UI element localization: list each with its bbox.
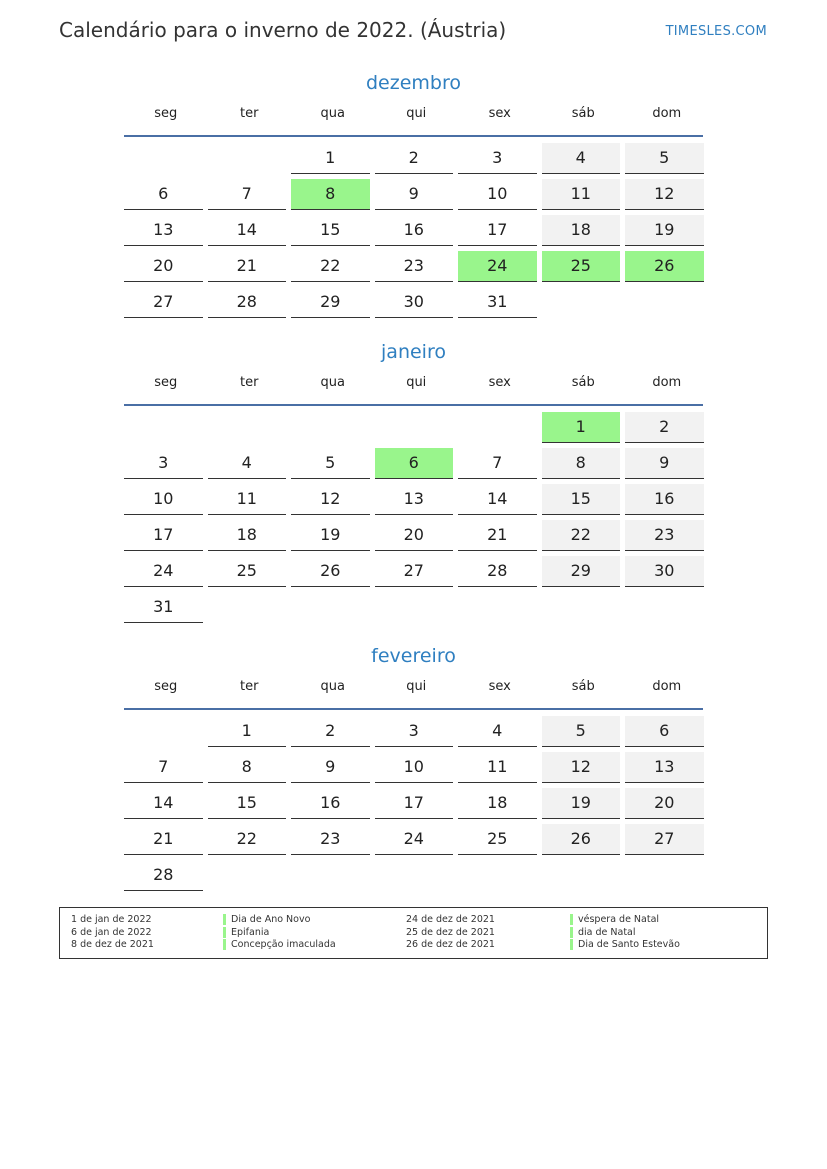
weekday-label: sex xyxy=(488,375,511,390)
day-cell: 30 xyxy=(375,285,459,321)
empty-cell xyxy=(124,410,208,446)
day-cell: 13 xyxy=(375,482,459,518)
day-cell: 14 xyxy=(458,482,542,518)
weekday-label: dom xyxy=(652,679,682,694)
day-cell: 14 xyxy=(208,213,292,249)
month-block-dezembro xyxy=(124,70,703,321)
holiday-day-cell: 6 xyxy=(375,446,459,482)
holiday-day-cell: 8 xyxy=(291,177,375,213)
day-cell: 6 xyxy=(625,714,709,750)
empty-cell xyxy=(208,410,292,446)
day-cell: 23 xyxy=(291,822,375,858)
day-cell: 25 xyxy=(458,822,542,858)
weekday-label: seg xyxy=(154,106,178,121)
day-cell: 2 xyxy=(375,141,459,177)
day-cell: 21 xyxy=(208,249,292,285)
legend-holiday-name: Dia de Santo Estevão xyxy=(578,939,680,950)
weekday-label: seg xyxy=(154,679,178,694)
month-block-janeiro xyxy=(124,339,703,626)
day-cell: 9 xyxy=(625,446,709,482)
day-cell: 28 xyxy=(458,554,542,590)
empty-cell xyxy=(375,410,459,446)
day-cell: 15 xyxy=(291,213,375,249)
day-cell: 1 xyxy=(291,141,375,177)
day-cell: 16 xyxy=(625,482,709,518)
day-cell: 28 xyxy=(208,285,292,321)
day-cell: 31 xyxy=(458,285,542,321)
day-cell: 23 xyxy=(375,249,459,285)
day-cell: 16 xyxy=(291,786,375,822)
day-cell: 3 xyxy=(458,141,542,177)
day-grid xyxy=(124,714,703,894)
weekday-label: seg xyxy=(154,375,178,390)
legend-date: 8 de dez de 2021 xyxy=(71,939,154,950)
day-cell: 24 xyxy=(124,554,208,590)
day-cell: 4 xyxy=(458,714,542,750)
day-cell: 26 xyxy=(542,822,626,858)
legend-holiday-name: dia de Natal xyxy=(578,926,636,938)
weekday-header xyxy=(124,678,703,710)
legend-names-col-2 xyxy=(570,914,680,952)
day-cell: 14 xyxy=(124,786,208,822)
legend-date: 25 de dez de 2021 xyxy=(406,926,495,938)
day-cell: 27 xyxy=(124,285,208,321)
day-cell: 21 xyxy=(458,518,542,554)
day-cell: 18 xyxy=(542,213,626,249)
weekday-label: sex xyxy=(488,679,511,694)
weekday-label: ter xyxy=(240,375,259,390)
day-cell: 5 xyxy=(291,446,375,482)
day-cell: 8 xyxy=(542,446,626,482)
day-cell: 9 xyxy=(375,177,459,213)
weekday-header xyxy=(124,374,703,406)
day-cell: 13 xyxy=(124,213,208,249)
page-title: Calendário para o inverno de 2022. (Áustria) xyxy=(59,18,507,42)
weekday-label: sáb xyxy=(571,375,595,390)
day-cell: 29 xyxy=(291,285,375,321)
day-cell: 3 xyxy=(375,714,459,750)
day-cell: 12 xyxy=(291,482,375,518)
day-cell: 15 xyxy=(208,786,292,822)
weekday-label: sex xyxy=(488,106,511,121)
day-cell: 11 xyxy=(542,177,626,213)
legend-holiday-name: Concepção imaculada xyxy=(231,939,336,950)
day-cell: 17 xyxy=(375,786,459,822)
day-cell: 23 xyxy=(625,518,709,554)
holiday-day-cell: 1 xyxy=(542,410,626,446)
holiday-swatch xyxy=(223,914,226,925)
day-cell: 22 xyxy=(542,518,626,554)
day-cell: 27 xyxy=(625,822,709,858)
day-cell: 11 xyxy=(208,482,292,518)
day-cell: 28 xyxy=(124,858,208,894)
brand-link[interactable]: TIMESLES.COM xyxy=(665,24,767,39)
day-cell: 5 xyxy=(625,141,709,177)
day-cell: 1 xyxy=(208,714,292,750)
day-grid xyxy=(124,141,703,321)
day-grid xyxy=(124,410,703,626)
legend-date: 1 de jan de 2022 xyxy=(71,914,152,925)
holiday-swatch xyxy=(570,927,573,938)
empty-cell xyxy=(124,714,208,750)
legend-names-col-1 xyxy=(223,914,336,952)
day-cell: 31 xyxy=(124,590,208,626)
day-cell: 12 xyxy=(625,177,709,213)
day-cell: 24 xyxy=(375,822,459,858)
holiday-swatch xyxy=(570,914,573,925)
day-cell: 10 xyxy=(375,750,459,786)
weekday-label: ter xyxy=(240,679,259,694)
day-cell: 21 xyxy=(124,822,208,858)
weekday-label: sáb xyxy=(571,679,595,694)
day-cell: 18 xyxy=(458,786,542,822)
legend-date: 24 de dez de 2021 xyxy=(406,914,495,925)
month-name: dezembro xyxy=(366,72,461,94)
weekday-label: qua xyxy=(320,679,345,694)
day-cell: 30 xyxy=(625,554,709,590)
weekday-label: qui xyxy=(406,106,427,121)
weekday-label: qua xyxy=(320,375,345,390)
month-block-fevereiro xyxy=(124,643,703,894)
legend-dates-col-1 xyxy=(71,914,154,952)
day-cell: 4 xyxy=(542,141,626,177)
weekday-label: dom xyxy=(652,106,682,121)
holiday-swatch xyxy=(570,939,573,950)
day-cell: 17 xyxy=(458,213,542,249)
weekday-label: dom xyxy=(652,375,682,390)
empty-cell xyxy=(208,141,292,177)
legend-holiday-name: Epifania xyxy=(231,926,270,938)
day-cell: 20 xyxy=(625,786,709,822)
day-cell: 5 xyxy=(542,714,626,750)
holiday-swatch xyxy=(223,927,226,938)
day-cell: 17 xyxy=(124,518,208,554)
day-cell: 20 xyxy=(375,518,459,554)
day-cell: 6 xyxy=(124,177,208,213)
day-cell: 16 xyxy=(375,213,459,249)
day-cell: 22 xyxy=(208,822,292,858)
weekday-label: ter xyxy=(240,106,259,121)
day-cell: 2 xyxy=(291,714,375,750)
day-cell: 10 xyxy=(124,482,208,518)
day-cell: 4 xyxy=(208,446,292,482)
day-cell: 20 xyxy=(124,249,208,285)
empty-cell xyxy=(124,141,208,177)
holiday-day-cell: 25 xyxy=(542,249,626,285)
empty-cell xyxy=(458,410,542,446)
day-cell: 3 xyxy=(124,446,208,482)
month-name: fevereiro xyxy=(371,645,456,667)
legend-holiday-name: véspera de Natal xyxy=(578,914,660,925)
weekday-label: qua xyxy=(320,106,345,121)
day-cell: 9 xyxy=(291,750,375,786)
legend-holiday-name: Dia de Ano Novo xyxy=(231,914,311,925)
legend-date: 6 de jan de 2022 xyxy=(71,926,152,938)
day-cell: 12 xyxy=(542,750,626,786)
day-cell: 19 xyxy=(542,786,626,822)
weekday-label: qui xyxy=(406,375,427,390)
month-name: janeiro xyxy=(381,341,446,363)
legend-dates-col-2 xyxy=(406,914,495,952)
day-cell: 7 xyxy=(458,446,542,482)
day-cell: 7 xyxy=(208,177,292,213)
day-cell: 2 xyxy=(625,410,709,446)
day-cell: 15 xyxy=(542,482,626,518)
day-cell: 26 xyxy=(291,554,375,590)
day-cell: 8 xyxy=(208,750,292,786)
legend-date: 26 de dez de 2021 xyxy=(406,939,495,950)
empty-cell xyxy=(291,410,375,446)
day-cell: 18 xyxy=(208,518,292,554)
holiday-legend xyxy=(59,907,768,959)
weekday-label: qui xyxy=(406,679,427,694)
day-cell: 19 xyxy=(625,213,709,249)
day-cell: 27 xyxy=(375,554,459,590)
weekday-header xyxy=(124,105,703,137)
holiday-day-cell: 26 xyxy=(625,249,709,285)
day-cell: 19 xyxy=(291,518,375,554)
holiday-day-cell: 24 xyxy=(458,249,542,285)
day-cell: 7 xyxy=(124,750,208,786)
day-cell: 29 xyxy=(542,554,626,590)
day-cell: 10 xyxy=(458,177,542,213)
day-cell: 22 xyxy=(291,249,375,285)
holiday-swatch xyxy=(223,939,226,950)
day-cell: 11 xyxy=(458,750,542,786)
weekday-label: sáb xyxy=(571,106,595,121)
day-cell: 25 xyxy=(208,554,292,590)
day-cell: 13 xyxy=(625,750,709,786)
